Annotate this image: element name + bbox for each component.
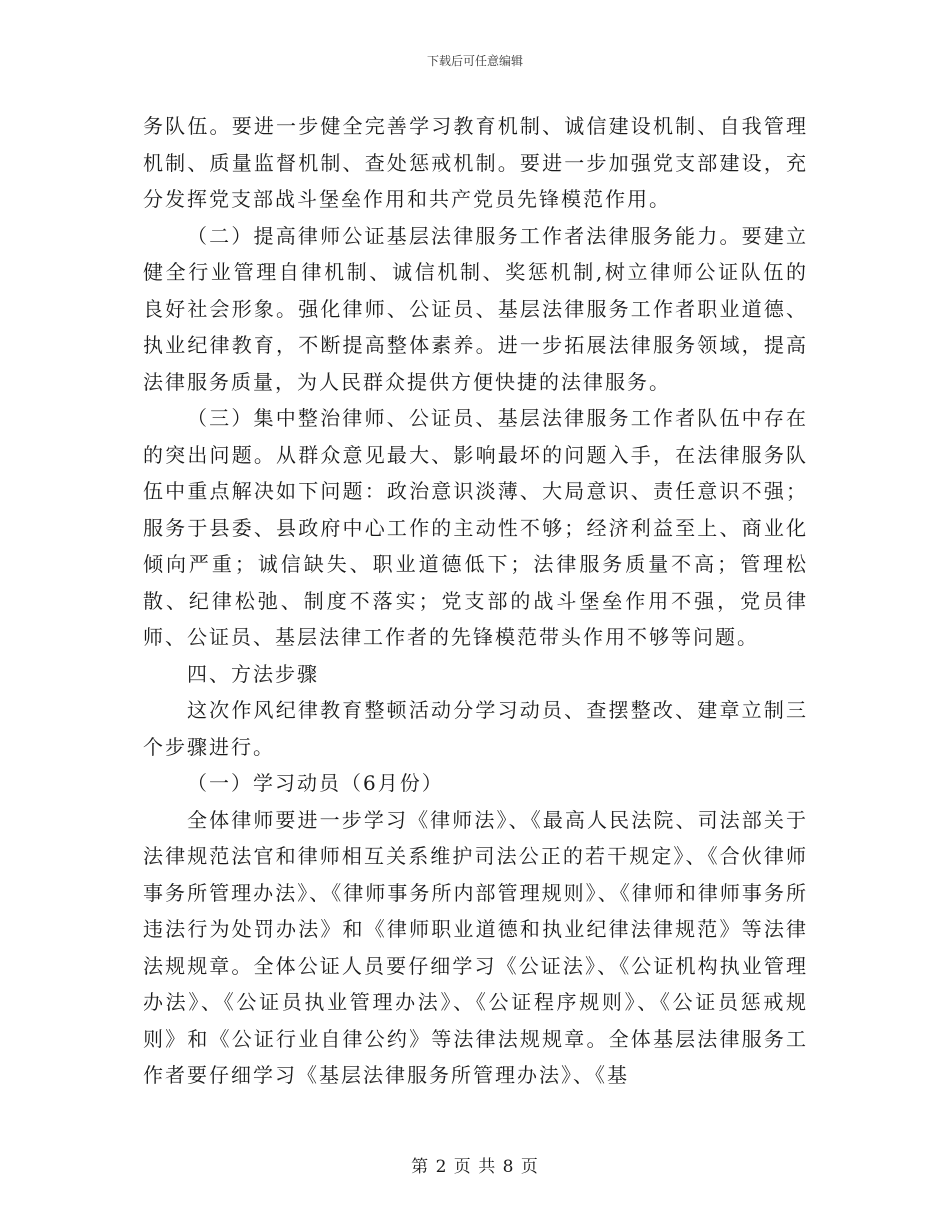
paragraph-7: 全体律师要进一步学习《律师法》、《最高人民法院、司法部关于法律规范法官和律师相互关系维护司法公正的若干规定》、《合伙律师事务所管理办法》、《律师事务所内部管理规则》、《律师和律师事务所违法行为处罚办法》和《律师职业道德和执业纪律法律规范》等法律法规规章。全体公证人员要仔细学习《公证法》、《公证机构执业管理办法》、《公证员执业管理办法》、《公证程序规则》、《公证员惩戒规则》和《公证行业自律公约》等法律法规规章。全体基层法律服务工作者要仔细学习《基层法律服务所管理办法》、《基 xyxy=(143,807,808,1087)
paragraph-2: （二）提高律师公证基层法律服务工作者法律服务能力。要建立健全行业管理自律机制、诚信机制、奖惩机制,树立律师公证队伍的良好社会形象。强化律师、公证员、基层法律服务工作者职业道德、执业纪律教育，不断提高整体素养。进一步拓展法律服务领域，提高法律服务质量，为人民群众提供方便快捷的法律服务。 xyxy=(143,223,808,394)
paragraph-5: 这次作风纪律教育整顿活动分学习动员、查摆整改、建章立制三个步骤进行。 xyxy=(143,698,808,759)
page-header: 下载后可任意编辑 xyxy=(426,54,523,68)
page-footer: 第 2 页 共 8 页 xyxy=(411,1157,539,1177)
document-body xyxy=(143,108,808,1094)
section-heading-methods: 四、方法步骤 xyxy=(187,661,319,686)
paragraph-3: （三）集中整治律师、公证员、基层法律服务工作者队伍中存在的突出问题。从群众意见最大、影响最坏的问题入手，在法律服务队伍中重点解决如下问题：政治意识淡薄、大局意识、责任意识不强；服务于县委、县政府中心工作的主动性不够；经济利益至上、商业化倾向严重；诚信缺失、职业道德低下；法律服务质量不高；管理松散、纪律松弛、制度不落实；党支部的战斗堡垒作用不强，党员律师、公证员、基层法律工作者的先锋模范带头作用不够等问题。 xyxy=(143,406,808,649)
subsection-heading-study: （一）学习动员（6月份） xyxy=(187,771,444,795)
paragraph-1: 务队伍。要进一步健全完善学习教育机制、诚信建设机制、自我管理机制、质量监督机制、查处惩戒机制。要进一步加强党支部建设，充分发挥党支部战斗堡垒作用和共产党员先锋模范作用。 xyxy=(143,114,808,211)
